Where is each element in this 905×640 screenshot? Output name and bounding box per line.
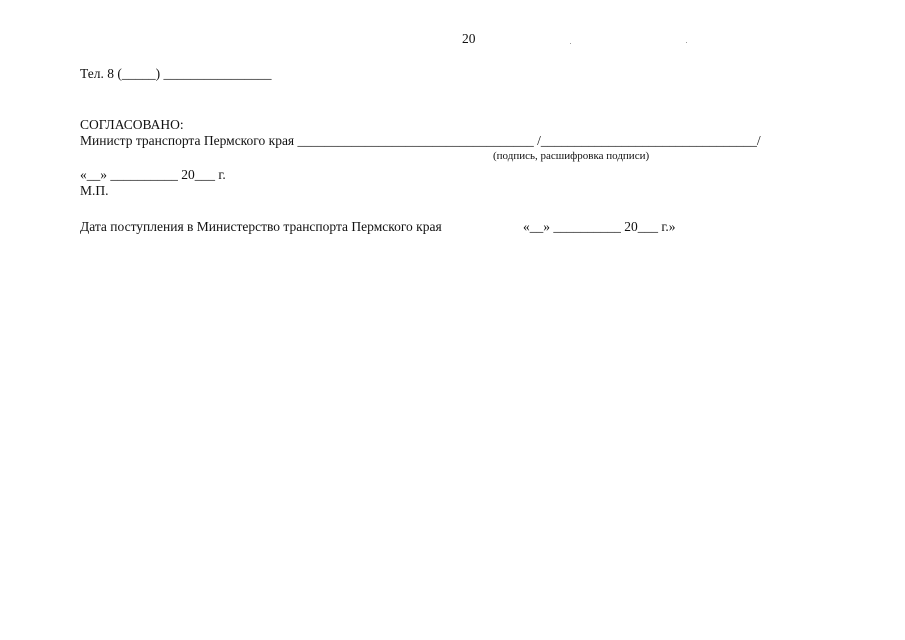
receipt-date-field: «__» __________ 20___ г.»	[523, 219, 676, 234]
page-number: 20	[462, 31, 476, 46]
signature-caption: (подпись, расшифровка подписи)	[493, 150, 650, 162]
approval-date-line: «__» __________ 20___ г.	[80, 167, 226, 182]
scan-speck	[686, 42, 687, 43]
approval-heading: СОГЛАСОВАНО:	[80, 117, 184, 132]
receipt-date-label: Дата поступления в Министерство транспорта Пермского края	[80, 219, 442, 234]
stamp-placeholder: М.П.	[80, 183, 109, 198]
minister-signature-line: Министр транспорта Пермского края ___________________________________ /________________________________/	[80, 133, 761, 148]
scan-speck	[570, 43, 571, 44]
phone-field: Тел. 8 (_____) ________________	[80, 66, 272, 81]
